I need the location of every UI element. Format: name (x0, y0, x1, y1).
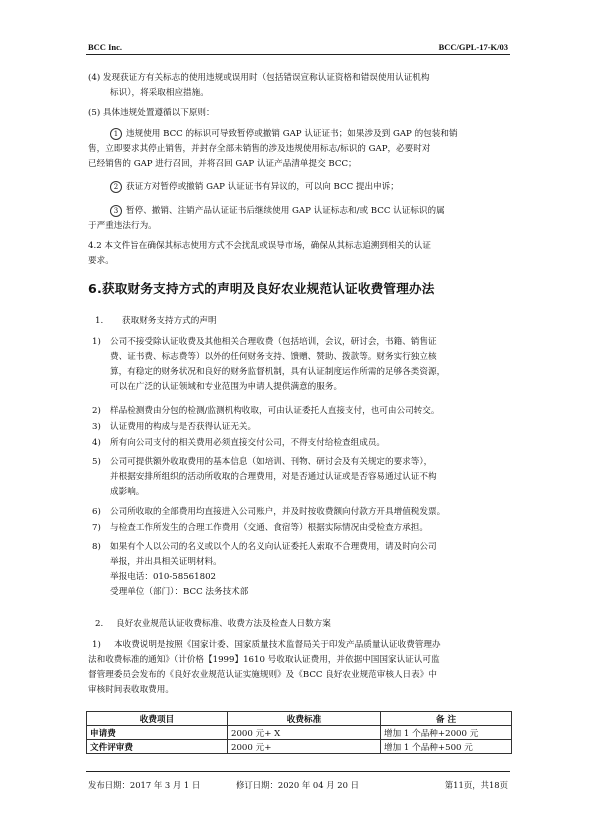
footer-page-number: 第11页，共18页 (444, 780, 508, 790)
header-company: BCC Inc. (88, 42, 123, 52)
list-item-line: 公司不接受除认证收费及其他相关合理收费（包括培训，会议，研讨会，书籍、销售证 (110, 337, 437, 347)
list-item-line: 样品检测费由分包的检测/监测机构收取，可由认证委托人直接支付，也可由公司转交。 (110, 406, 440, 416)
list-item-line: 举报电话：010-58561802 (110, 572, 217, 582)
list-item-line: 成影响。 (110, 487, 145, 497)
fee-notes-cell: 增加 1 个品种+2000 元 (381, 726, 512, 740)
clause-2-line1: 2 获证方对暂停或撤销 GAP 认证证书有异议的，可以向 BCC 提出申诉； (110, 180, 399, 195)
fee-table-header-row (87, 712, 512, 726)
fee-intro-line1: 本收费说明是按照《国家计委、国家质量技术监督局关于印发产品质量认证收费管理办 (114, 640, 441, 650)
clause-1-line2: 售，立即要求其停止销售，并封存全部未销售的涉及违规使用标志/标识的 GAP，必要时对 (88, 144, 431, 154)
section-4-2-line1: 4.2 本文件旨在确保其标志使用方式不会扰乱或误导市场，确保从其标志追溯到相关的认证 (88, 241, 431, 251)
subsection-2-number: 2. (95, 619, 104, 629)
list-item-number: 8) (92, 542, 101, 552)
fee-standard-cell: 2000 元+ X (228, 726, 381, 740)
para-4-line2: 标识），将采取相应措施。 (110, 88, 209, 98)
circled-number-2: 2 (110, 181, 122, 193)
footer-revision-date: 修订日期：2020 年 04 月 20 日 (236, 780, 359, 790)
fee-table-header-notes: 备 注 (381, 712, 512, 726)
list-item-line: 算，有稳定的财务状况和良好的财务监督机制，具有认证制度运作所需的足够各类资源， (110, 367, 446, 377)
list-item-line: 所有向公司支付的相关费用必须直接交付公司，不得支付给检查组成员。 (110, 438, 386, 448)
fee-intro-line3: 督管理委员会发布的《良好农业规范认证实施规则》及《BCC 良好农业规范审核人日表》中 (88, 670, 437, 680)
list-item-line: 公司可提供额外收取费用的基本信息（如培训、刊物、研讨会及有关规定的要求等）， (110, 457, 433, 467)
footer-rule (86, 771, 510, 772)
list-item-line: 如果有个人以公司的名义或以个人的名义向认证委托人索取不合理费用，请及时向公司 (110, 542, 437, 552)
list-item-number: 1) (92, 337, 101, 347)
list-item-number: 2) (92, 406, 101, 416)
circled-number-1: 1 (110, 128, 122, 140)
table-row (87, 726, 512, 740)
fee-item-cell: 申请费 (87, 726, 228, 740)
list-item-line: 公司所收取的全部费用均直接进入公司账户，并及时按收费额向付款方开具增值税发票。 (110, 507, 446, 517)
list-item-number: 4) (92, 438, 101, 448)
fee-intro-line2: 法和收费标准的通知》（计价格【1999】1610 号收取认证费用，并依据中国国家认证认可监 (88, 655, 440, 665)
list-item-line: 认证费用的构成与是否获得认证无关。 (110, 422, 257, 432)
clause-3-line1: 3 暂停、撤销、注销产品认证证书后继续使用 GAP 认证标志和/或 BCC 认证标识的属 (110, 204, 445, 219)
list-item-number: 6) (92, 507, 101, 517)
fee-item-cell: 文件评审费 (87, 740, 228, 754)
fee-table (86, 711, 512, 754)
section-4-2-line2: 要求。 (88, 256, 114, 266)
list-item-line: 受理单位（部门）：BCC 法务技术部 (110, 587, 249, 597)
subsection-1-number: 1. (95, 316, 104, 326)
fee-notes-cell: 增加 1 个品种+500 元 (381, 740, 512, 754)
clause-1-line1: 1 违规使用 BCC 的标识可导致暂停或撤销 GAP 认证证书；如果涉及到 GAP 的包装和销 (110, 127, 458, 142)
subsection-1-title: 获取财务支持方式的声明 (122, 316, 217, 326)
list-item-line: 与检查工作所发生的合理工作费用（交通、食宿等）根据实际情况由受检查方承担。 (110, 523, 428, 533)
header-rule (86, 54, 510, 55)
section-6-heading: 6.获取财务支持方式的声明及良好农业规范认证收费管理办法 (88, 281, 435, 296)
list-item-line: 费、证书费、标志费等）以外的任何财务支持、馈赠、赞助、拨款等。财务实行独立核 (110, 352, 437, 362)
para-4-line1: (4) 发现获证方有关标志的使用违规或误用时（包括错误宣称认证资格和错误使用认证机构 (88, 73, 430, 83)
para-5: (5) 具体违规处置遵循以下原则： (88, 108, 215, 118)
fee-standard-cell: 2000 元+ (228, 740, 381, 754)
list-item-line: 并根据安排所组织的活动所收取的合理费用，对是否通过认证或是否容易通过认证不构 (110, 472, 437, 482)
circled-number-3: 3 (110, 205, 122, 217)
fee-intro-number: 1) (92, 640, 101, 650)
footer-issue-date: 发布日期：2017 年 3 月 1 日 (88, 780, 201, 790)
fee-table-header-standard: 收费标准 (228, 712, 381, 726)
list-item-number: 3) (92, 422, 101, 432)
list-item-number: 5) (92, 457, 101, 467)
table-row (87, 740, 512, 754)
list-item-number: 7) (92, 523, 101, 533)
list-item-line: 可以在广泛的认证领域和专业范围为申请人提供满意的服务。 (110, 382, 343, 392)
fee-intro-line4: 审核时间表收取费用。 (88, 685, 174, 695)
fee-table-header-item: 收费项目 (87, 712, 228, 726)
clause-3-line2: 于严重违法行为。 (88, 221, 157, 231)
subsection-2-title: 良好农业规范认证收费标准、收费方法及检查人日数方案 (116, 619, 331, 629)
list-item-line: 举报，并出具相关证明材料。 (110, 557, 222, 567)
clause-1-line3: 已经销售的 GAP 进行召回，并将召回 GAP 认证产品清单提交 BCC； (88, 159, 357, 169)
header-doc-code: BCC/GPL-17-K/03 (438, 42, 508, 52)
